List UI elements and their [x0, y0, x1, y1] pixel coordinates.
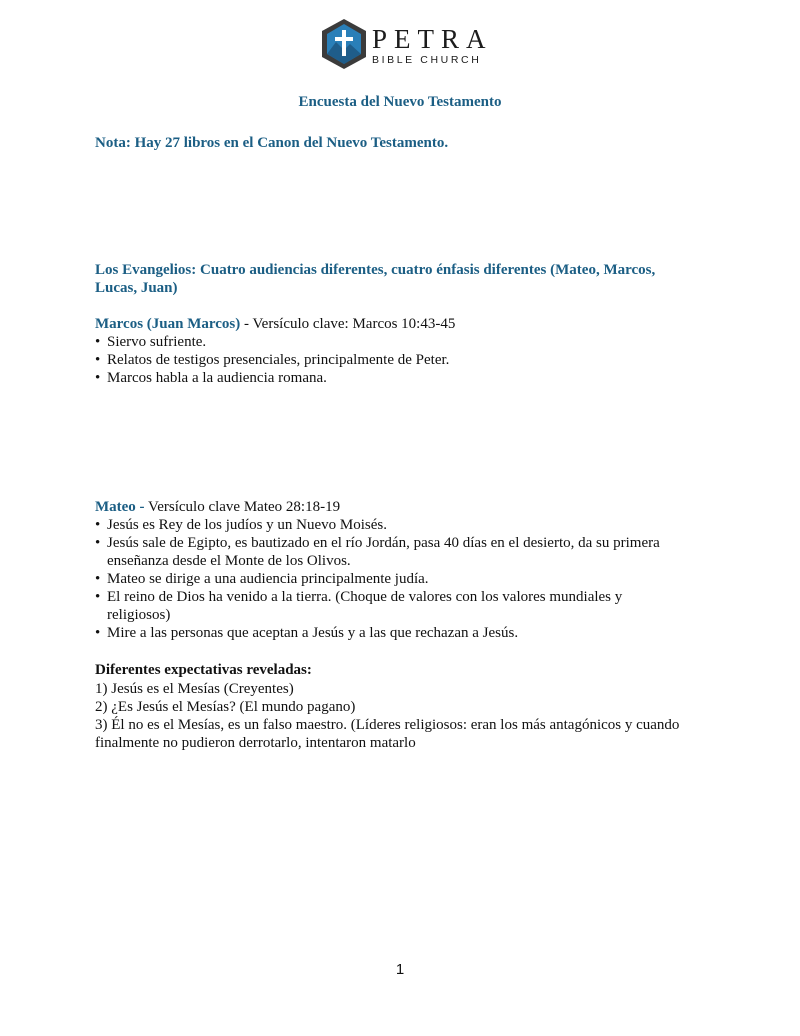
list-item: • Jesús sale de Egipto, es bautizado en el río Jordán, pasa 40 días en el desierto, da su primera enseñanza desde el Monte de los Olivos. [95, 534, 707, 570]
hexagon-cross-icon [320, 18, 368, 70]
mateo-bullet-5: Mire a las personas que aceptan a Jesús y a las que rechazan a Jesús. [107, 625, 519, 641]
mateo-bullet-3: Mateo se dirige a una audiencia principalmente judía. [107, 571, 429, 587]
mateo-name: Mateo - [95, 499, 145, 515]
expectation-item-continued: finalmente no pudieron derrotarlo, intentaron matarlo [95, 735, 416, 751]
canon-note: Nota: Hay 27 libros en el Canon del Nuevo Testamento. [95, 135, 449, 151]
marcos-bullet-1: Siervo sufriente. [107, 334, 207, 350]
list-item: • Jesús es Rey de los judíos y un Nuevo Moisés. [95, 516, 707, 534]
page-number: 1 [395, 961, 405, 978]
logo-subtitle: BIBLE CHURCH [372, 54, 482, 66]
list-item: • El reino de Dios ha venido a la tierra. (Choque de valores con los valores mundiales y religiosos) [95, 588, 687, 624]
petra-logo [320, 16, 493, 72]
expectation-item: 3) Él no es el Mesías, es un falso maestro. (Líderes religiosos: eran los más antagónicos y cuando [95, 717, 680, 733]
mateo-bullet-2: Jesús sale de Egipto, es bautizado en el río Jordán, pasa 40 días en el desierto, da su primera enseñanza desde el Monte de los Olivos. [107, 535, 660, 569]
expectation-item: 2) ¿Es Jesús el Mesías? (El mundo pagano) [95, 699, 356, 715]
expectation-item: 1) Jesús es el Mesías (Creyentes) [95, 681, 294, 697]
marcos-bullet-2: Relatos de testigos presenciales, principalmente de Peter. [107, 352, 450, 368]
expectations-heading: Diferentes expectativas reveladas: [95, 662, 312, 678]
mateo-verse: Versículo clave Mateo 28:18-19 [144, 499, 341, 515]
list-item: • Mire a las personas que aceptan a Jesús y a las que rechazan a Jesús. [95, 624, 707, 642]
mateo-bullet-4: El reino de Dios ha venido a la tierra. (Choque de valores con los valores mundiales y religiosos) [107, 589, 623, 623]
page-title: Encuesta del Nuevo Testamento [298, 94, 502, 110]
list-item: • Siervo sufriente. [95, 333, 707, 351]
gospels-heading-line1: Los Evangelios: Cuatro audiencias diferentes, cuatro énfasis diferentes (Mateo, Marcos, [95, 262, 656, 278]
mateo-heading [95, 498, 340, 516]
marcos-bullet-3: Marcos habla a la audiencia romana. [107, 370, 327, 386]
list-item: • Marcos habla a la audiencia romana. [95, 369, 707, 387]
marcos-verse: - Versículo clave: Marcos 10:43-45 [240, 316, 456, 332]
mateo-bullet-1: Jesús es Rey de los judíos y un Nuevo Moisés. [107, 517, 387, 533]
gospels-heading-line2: Lucas, Juan) [95, 280, 178, 296]
marcos-heading [95, 315, 455, 333]
list-item: • Mateo se dirige a una audiencia principalmente judía. [95, 570, 707, 588]
logo-name: PETRA [372, 24, 493, 54]
marcos-name: Marcos (Juan Marcos) [95, 316, 241, 332]
list-item: • Relatos de testigos presenciales, principalmente de Peter. [95, 351, 707, 369]
